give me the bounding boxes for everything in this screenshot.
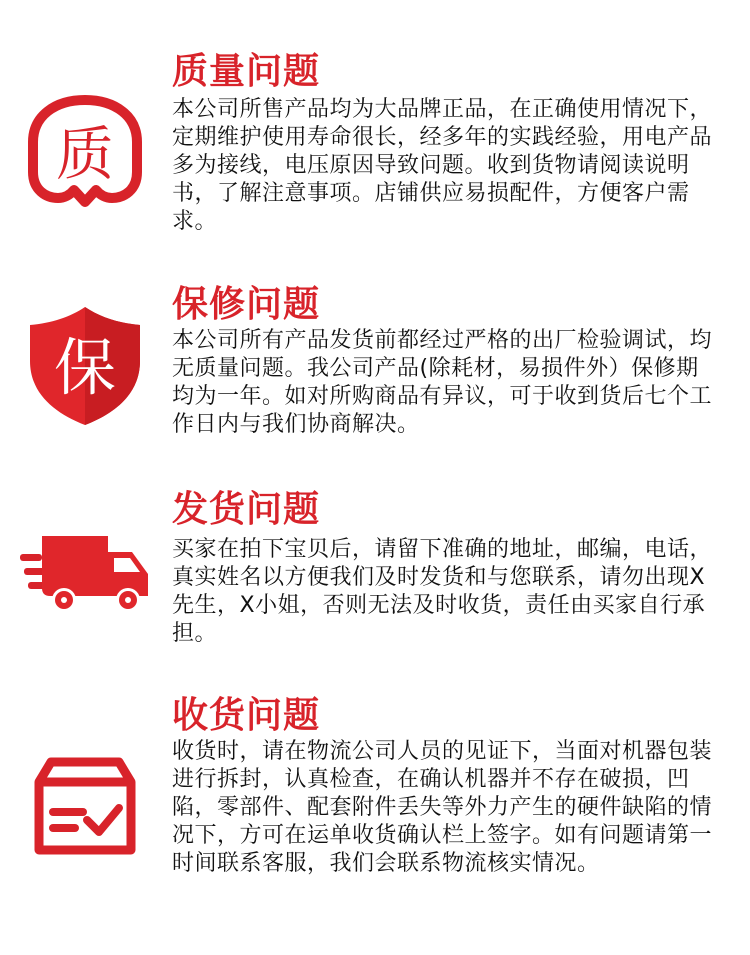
receiving-text: 收货时，请在物流公司人员的见证下，当面对机器包装进行拆封，认真检查，在确认机器并不存在破损，凹陷，零部件、配套附件丢失等外力产生的硬件缺陷的情况下，方可在运单收货确认栏上签字。如有问题请第一时间联系客服，我们会联系物流核实情况。 [172, 739, 713, 876]
quality-text: 本公司所售产品均为大品牌正品，在正确使用情况下，定期维护使用寿命很长，经多年的实践经验，用电产品多为接线，电压原因导致问题。收到货物请阅读说明书，了解注意事项。店铺供应易损配件，方便客户需求。 [172, 97, 713, 234]
cropped-top-text [170, 0, 690, 8]
warranty-title: 保修问题 [172, 284, 321, 325]
warranty-text: 本公司所有产品发货前都经过严格的出厂检验调试，均无质量问题。我公司产品(除耗材，易损件外）保修期均为一年。如对所购商品有异议，可于收到货后七个工作日内与我们协商解决。 [172, 328, 713, 437]
quality-seal-icon [20, 90, 150, 220]
shipping-title: 发货问题 [172, 489, 321, 530]
shipping-text: 买家在拍下宝贝后，请留下准确的地址，邮编，电话，真实姓名以方便我们及时发货和与您联系，请勿出现X先生，X小姐，否则无法及时收货，责任由买家自行承担。 [172, 537, 713, 646]
package-check-icon [20, 742, 150, 872]
warranty-shield-char: 保 [53, 331, 117, 404]
quality-title: 质量问题 [172, 51, 321, 92]
receiving-title: 收货问题 [172, 695, 321, 736]
warranty-shield-icon [20, 299, 150, 429]
quality-seal-char: 质 [55, 120, 115, 188]
delivery-truck-icon [20, 506, 154, 636]
